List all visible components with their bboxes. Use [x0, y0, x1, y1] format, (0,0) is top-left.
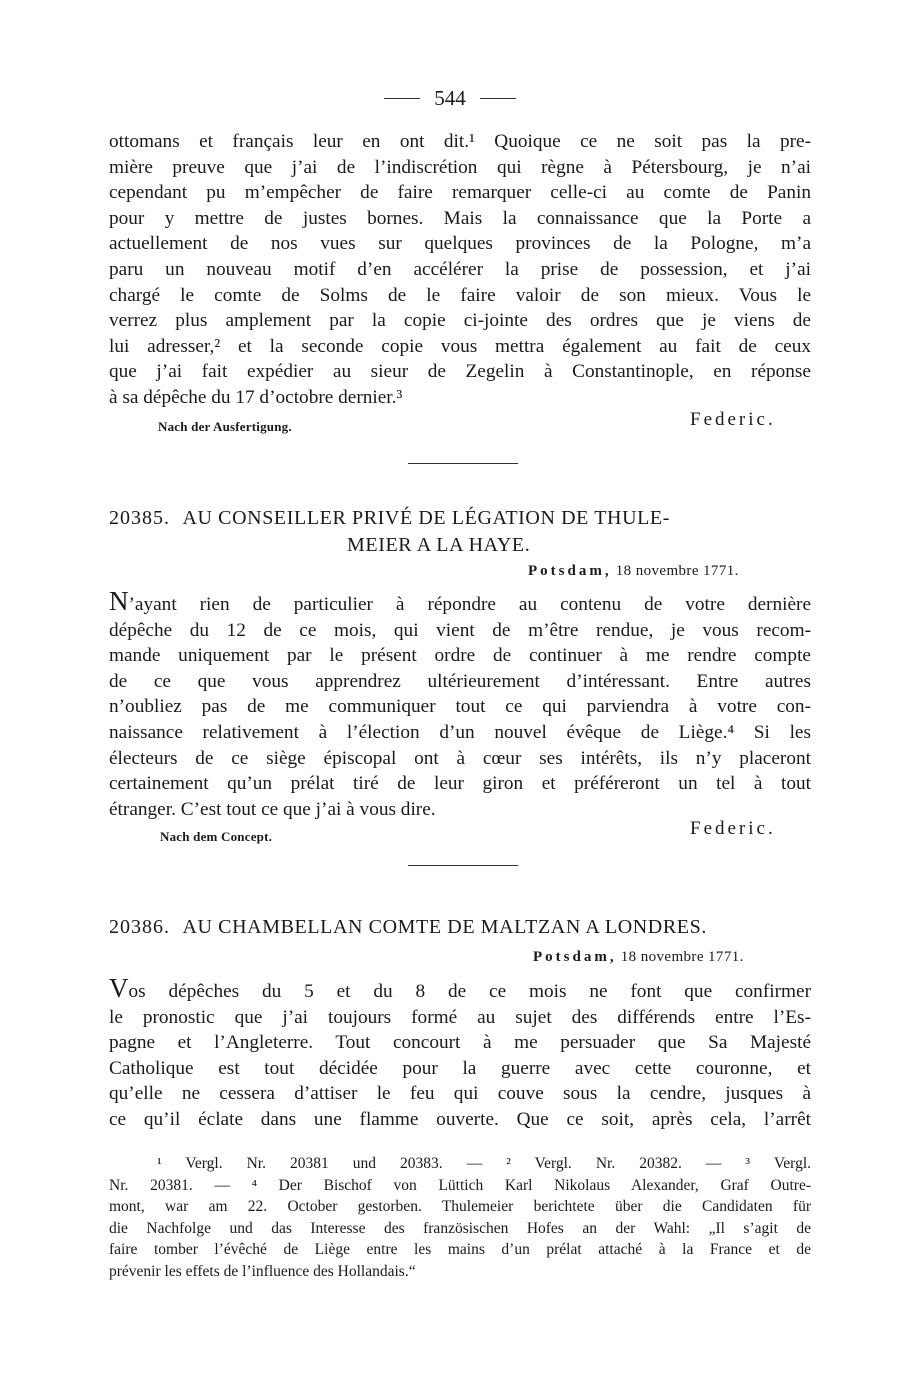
- letter-number: 20385.: [109, 507, 170, 529]
- drop-cap: N: [109, 589, 129, 616]
- text-line: actuellement de nos vues sur quelques provinces de la Pologne, m’a: [109, 233, 811, 255]
- letter-heading: [109, 914, 811, 941]
- text-line: le pronostic que j’ai toujours formé au sujet des différends entre l’Es-: [109, 1006, 811, 1028]
- text-line: dépêche du 12 de ce mois, qui vient de m’être rendue, je vous recom-: [109, 619, 811, 641]
- text-line: Catholique est tout décidée pour la guerre avec cette couronne, et: [109, 1057, 811, 1079]
- text-line: paru un nouveau motif d’en accélérer la prise de possession, et j’ai: [109, 258, 811, 280]
- text-line: qu’elle ne cessera d’attiser le feu qui couve sous la cendre, jusques à: [109, 1083, 811, 1105]
- text-line: de ce que vous apprendrez ultérieurement d’intéressant. Entre autres: [109, 670, 811, 692]
- text-fragment: os dépêches du 5 et du 8 de ce mois ne font que confirmer: [128, 981, 811, 1002]
- source-note: Nach dem Concept.: [160, 829, 273, 844]
- text-line: ce qu’il éclate dans une flamme ouverte. Que ce soit, après cela, l’arrêt: [109, 1108, 811, 1130]
- page-header: [0, 86, 900, 111]
- page-number: 544: [434, 86, 466, 110]
- text-line: mande uniquement par le présent ordre de continuer à me rendre compte: [109, 645, 811, 667]
- text-line: étranger. C’est tout ce que j’ai à vous dire.: [109, 798, 436, 820]
- letter-heading-line2: MEIER A LA HAYE.: [347, 534, 531, 556]
- continued-letter-text: [109, 129, 811, 411]
- text-line: [109, 589, 811, 618]
- text-fragment: ’ayant rien de particulier à répondre au contenu de votre dernière: [128, 594, 811, 615]
- text-line: ottomans et français leur en ont dit.¹ Quoique ce ne soit pas la pre-: [109, 131, 811, 152]
- text-line: verrez plus amplement par la copie ci-jointe des ordres que je viens de: [109, 310, 811, 332]
- dateline: [533, 949, 744, 966]
- letter-body: [109, 976, 811, 1133]
- footnotes: [109, 1153, 811, 1282]
- footnote-line: mont, war am 22. October gestorben. Thulemeier berichtete über die Candidaten für: [109, 1198, 811, 1215]
- text-line: pour y mettre de justes bornes. Mais la connaissance que la Porte a: [109, 207, 811, 229]
- text-line: mière preuve que j’ai de l’indiscrétion qui règne à Pétersbourg, je n’ai: [109, 156, 811, 178]
- dateline-date: 18 novembre 1771.: [615, 563, 739, 579]
- dateline-place: Potsdam,: [528, 563, 612, 579]
- footnote-line: Nr. 20381. — ⁴ Der Bischof von Lüttich Karl Nikolaus Alexander, Graf Outre-: [109, 1176, 811, 1194]
- text-line: lui adresser,² et la seconde copie vous mettra également au fait de ceux: [109, 335, 811, 357]
- footnote-line: die Nachfolge und das Interesse des französischen Hofes an der Wahl: „Il s’agit de: [109, 1219, 811, 1237]
- text-line: n’oubliez pas de me communiquer tout ce qui parviendra à votre con-: [109, 696, 811, 718]
- letter-heading-line1: AU CHAMBELLAN COMTE DE MALTZAN A LONDRES.: [182, 916, 707, 938]
- footnote-line: prévenir les effets de l’influence des Hollandais.“: [109, 1262, 416, 1280]
- footnote-line: ¹ Vergl. Nr. 20381 und 20383. — ² Vergl. Nr. 20382. — ³ Vergl.: [157, 1155, 811, 1172]
- text-line: que j’ai fait expédier au sieur de Zegelin à Constantinople, en réponse: [109, 361, 811, 383]
- text-line: cependant pu m’empêcher de faire remarquer celle-ci au comte de Panin: [109, 182, 811, 204]
- text-line: électeurs de ce siège épiscopal ont à cœur ses intérêts, ils n’y placeront: [109, 747, 811, 769]
- drop-cap: V: [109, 976, 129, 1003]
- text-line: [109, 976, 811, 1005]
- letter-number: 20386.: [109, 916, 170, 938]
- section-divider: [408, 463, 518, 464]
- header-dash-right: [480, 98, 516, 99]
- source-note: Nach der Ausfertigung.: [158, 419, 292, 434]
- text-line: chargé le comte de Solms de le faire valoir de son mieux. Vous le: [109, 284, 811, 306]
- text-line: naissance relativement à l’élection d’un nouvel évêque de Liège.⁴ Si les: [109, 721, 811, 743]
- header-dash-left: [384, 98, 420, 99]
- signature: Federic.: [690, 818, 776, 839]
- letter-body: [109, 589, 811, 822]
- section-divider: [408, 865, 518, 866]
- dateline-date: 18 novembre 1771.: [620, 949, 744, 965]
- signature: Federic.: [690, 409, 776, 430]
- dateline: [528, 563, 739, 580]
- letter-heading: [109, 505, 811, 559]
- dateline-place: Potsdam,: [533, 949, 617, 965]
- letter-heading-line1: AU CONSEILLER PRIVÉ DE LÉGATION DE THULE-: [182, 507, 671, 529]
- text-line: certainement qu’un prélat tiré de leur giron et préféreront un tel à tout: [109, 773, 811, 795]
- footnote-line: faire tomber l’évêché de Liège entre les mains d’un prélat attaché à la France et de: [109, 1241, 811, 1258]
- text-line: pagne et l’Angleterre. Tout concourt à me persuader que Sa Majesté: [109, 1032, 811, 1054]
- text-line: à sa dépêche du 17 d’octobre dernier.³: [109, 386, 403, 408]
